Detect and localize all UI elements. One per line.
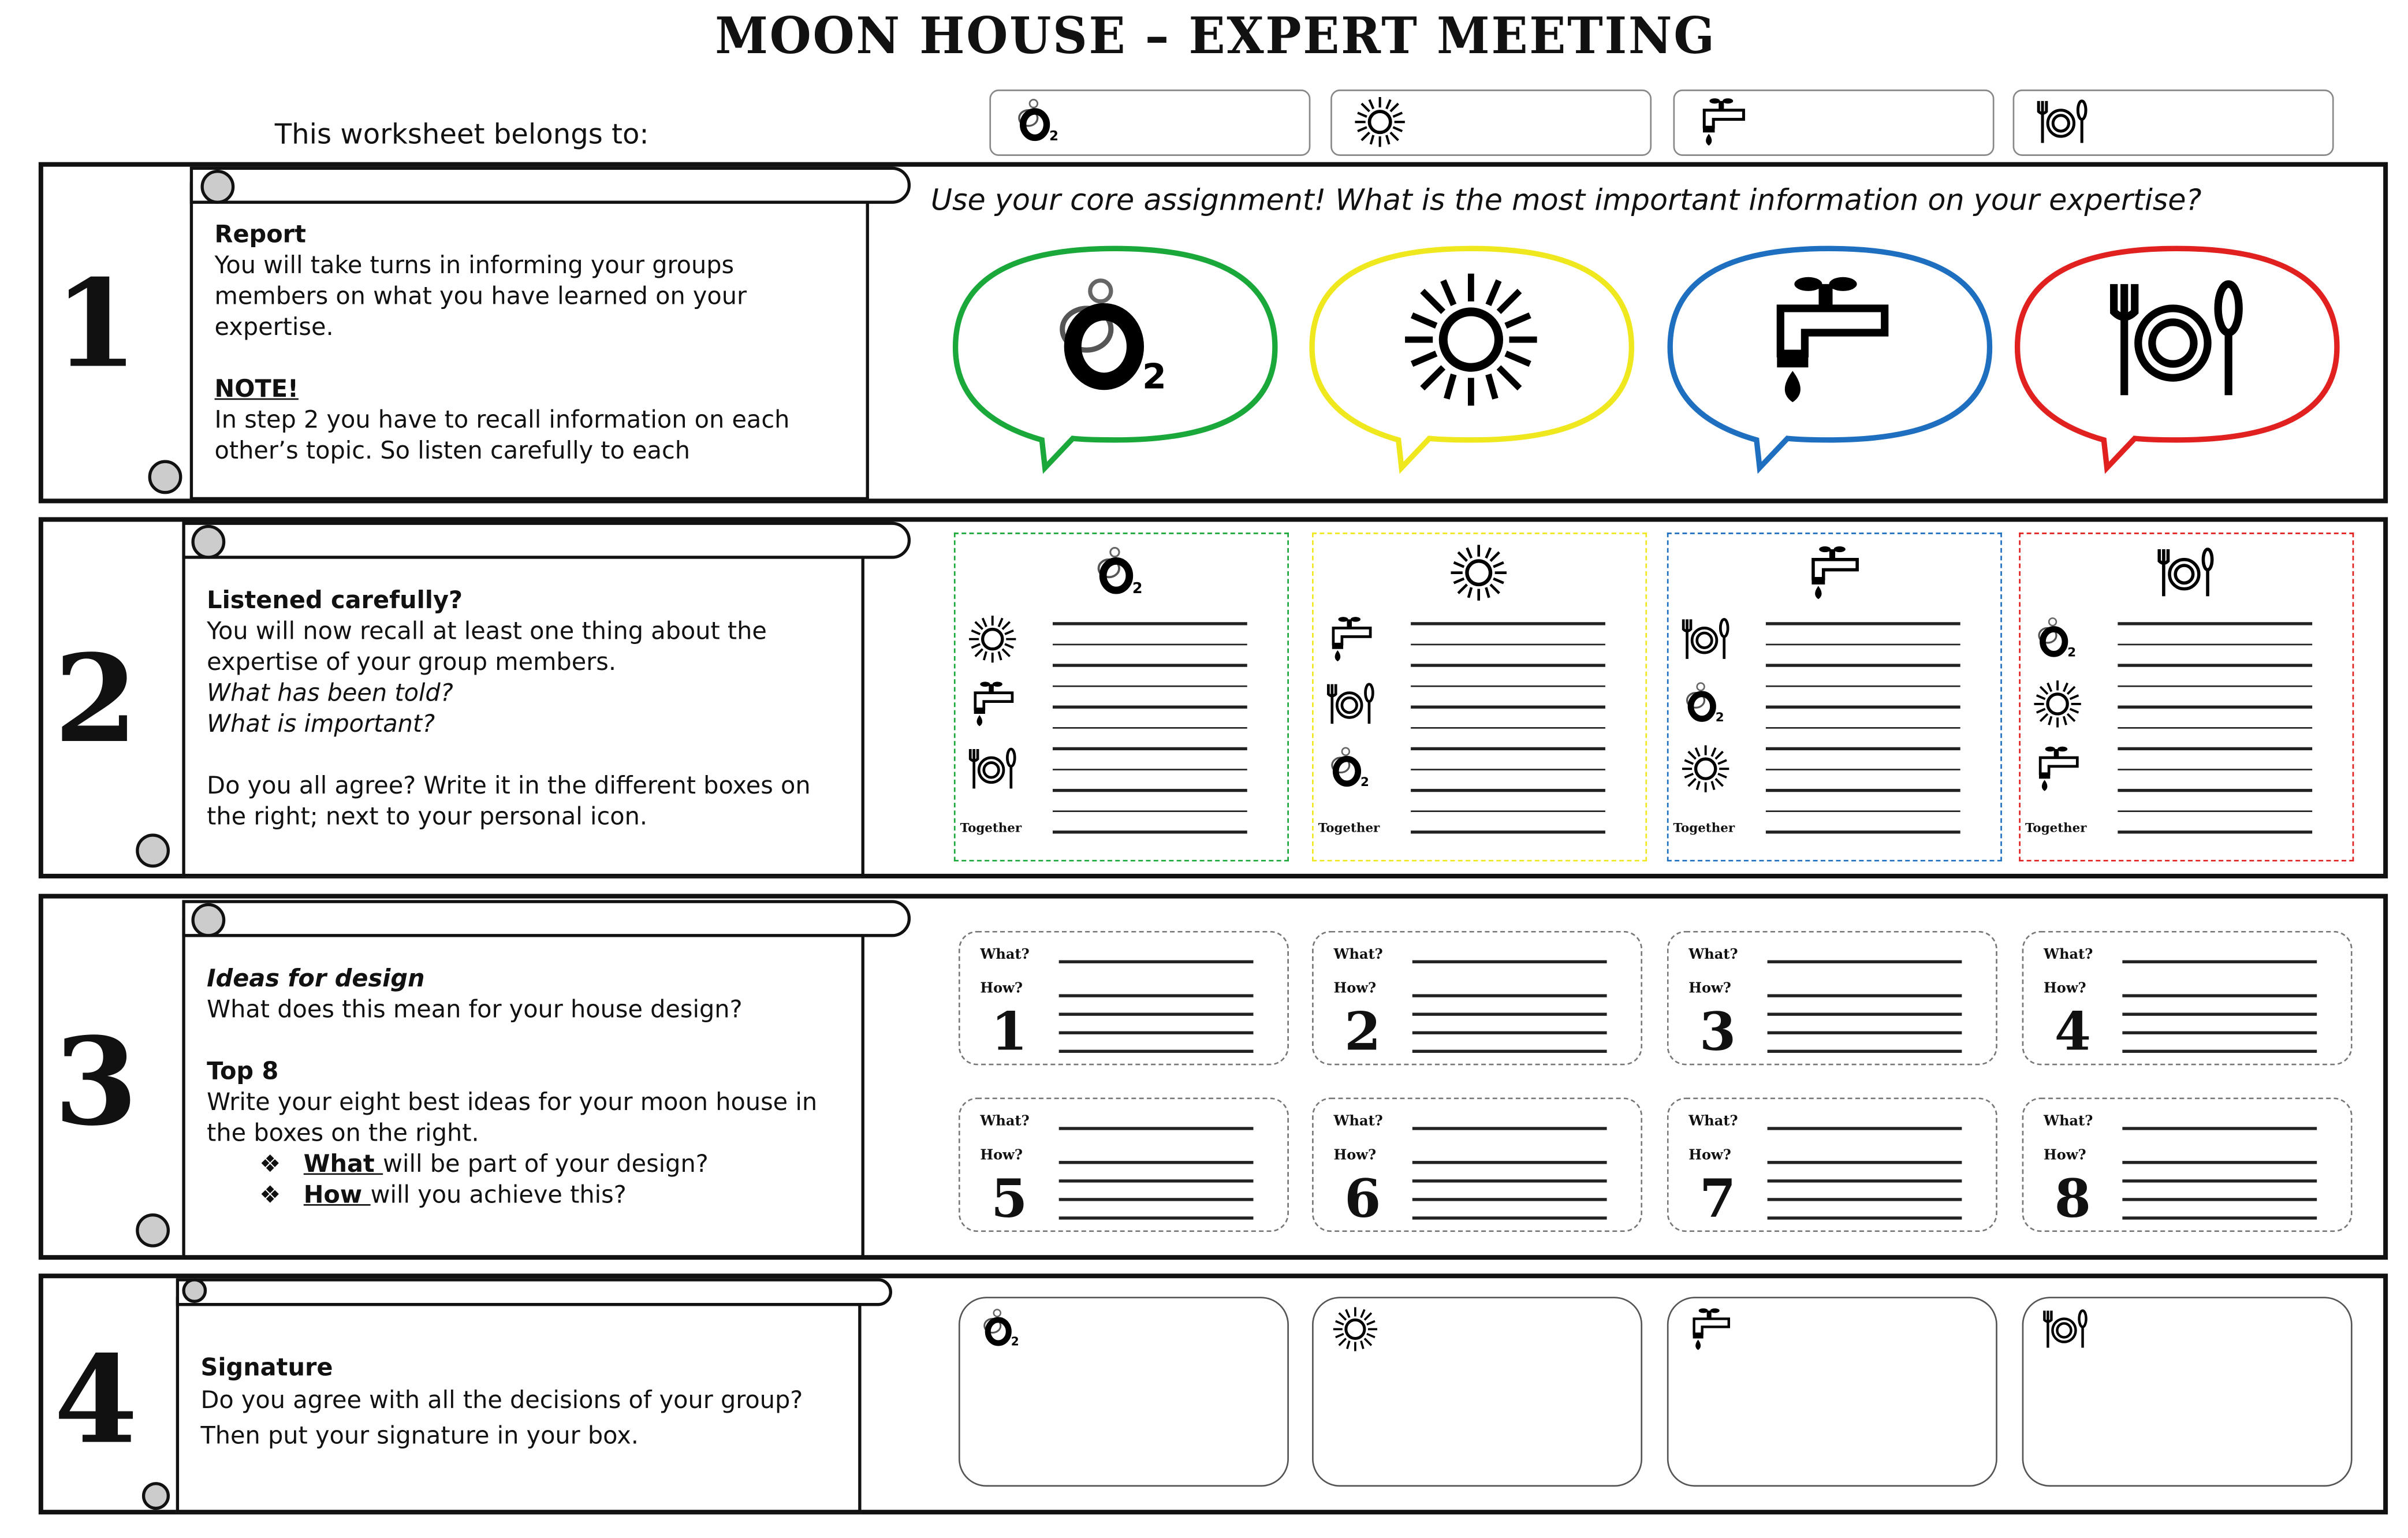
- write-line[interactable]: [1768, 1161, 1962, 1163]
- bullet-key: How: [303, 1181, 371, 1209]
- write-line[interactable]: [1768, 1050, 1962, 1052]
- scroll-curl-icon: [136, 833, 170, 867]
- top-body: Write your eight best ideas for your moon house in the boxes on the right.: [207, 1088, 818, 1148]
- scroll-curl-icon: [200, 170, 234, 204]
- sun-icon: [966, 615, 1019, 664]
- step-number: 4: [54, 1331, 138, 1472]
- step-3-text: [207, 963, 824, 1211]
- write-line[interactable]: [1411, 664, 1605, 666]
- write-line[interactable]: [1766, 643, 1960, 645]
- together-label: Together: [960, 820, 1022, 836]
- how-label: How?: [1333, 1148, 1377, 1164]
- write-line[interactable]: [1412, 960, 1607, 963]
- write-line[interactable]: [1412, 994, 1607, 996]
- bullet-text: will you achieve this?: [370, 1181, 627, 1209]
- write-line[interactable]: [2118, 789, 2312, 791]
- write-line[interactable]: [1412, 1050, 1607, 1052]
- scroll-curl-icon: [191, 903, 225, 937]
- write-line[interactable]: [1768, 994, 1962, 996]
- write-line[interactable]: [1053, 664, 1247, 666]
- sun-icon: [1330, 1306, 1380, 1352]
- write-line[interactable]: [1053, 747, 1247, 750]
- write-line[interactable]: [2122, 1031, 2317, 1034]
- step-1-prompt: Use your core assignment! What is the most important information on your expertise?: [930, 184, 2202, 218]
- write-line[interactable]: [2118, 831, 2312, 833]
- step-number: 3: [54, 1012, 138, 1153]
- write-line[interactable]: [1411, 622, 1605, 624]
- write-line[interactable]: [2118, 622, 2312, 624]
- idea-box-6[interactable]: [1312, 1098, 1642, 1232]
- note-body: In step 2 you have to recall information on each other’s topic. So listen carefully to each: [214, 405, 790, 465]
- write-line[interactable]: [2122, 1127, 2317, 1129]
- tap-icon: [1695, 96, 1750, 148]
- write-line[interactable]: [1059, 1012, 1254, 1015]
- write-line[interactable]: [1411, 810, 1605, 812]
- write-line[interactable]: [2122, 1179, 2317, 1182]
- write-line[interactable]: [1059, 1161, 1254, 1163]
- what-label: What?: [1333, 948, 1383, 963]
- how-label: How?: [2044, 1148, 2086, 1164]
- step-1-text: [215, 219, 832, 467]
- write-line[interactable]: [1411, 643, 1605, 645]
- write-line[interactable]: [1059, 1127, 1254, 1129]
- write-line[interactable]: [2122, 960, 2317, 963]
- write-line[interactable]: [1059, 1198, 1254, 1200]
- how-label: How?: [2044, 982, 2086, 997]
- what-label: What?: [2044, 1114, 2093, 1130]
- write-line[interactable]: [1053, 810, 1247, 812]
- bullet-key: What: [303, 1150, 383, 1178]
- scroll-curl-icon: [191, 525, 225, 559]
- question: What has been told?: [207, 679, 453, 707]
- sun-icon: [1352, 96, 1408, 148]
- what-label: What?: [2044, 948, 2093, 963]
- idea-box-7[interactable]: [1667, 1098, 1997, 1232]
- scroll-curl-icon: [182, 1278, 207, 1303]
- write-line[interactable]: [1766, 664, 1960, 666]
- write-line[interactable]: [2122, 1161, 2317, 1163]
- idea-number: 3: [1699, 1001, 1736, 1064]
- write-line[interactable]: [1059, 960, 1254, 963]
- step-body: You will take turns in informing your groups members on what you have learned on your expertise.: [214, 251, 747, 341]
- scroll-roll: [190, 167, 911, 204]
- step-heading: Report: [214, 221, 306, 249]
- write-line[interactable]: [2122, 1050, 2317, 1052]
- idea-box-3[interactable]: [1667, 931, 1997, 1066]
- idea-number: 1: [991, 1001, 1028, 1064]
- scroll-curl-icon: [136, 1213, 170, 1247]
- write-line[interactable]: [1053, 831, 1247, 833]
- write-line[interactable]: [2118, 684, 2312, 687]
- step-heading: Ideas for design: [207, 964, 425, 993]
- idea-box-4[interactable]: [2022, 931, 2353, 1066]
- how-label: How?: [1333, 982, 1377, 997]
- bullet-icon: ❖: [259, 1181, 304, 1209]
- write-line[interactable]: [2122, 1012, 2317, 1015]
- write-line[interactable]: [1053, 684, 1247, 687]
- write-line[interactable]: [2122, 1198, 2317, 1200]
- together-label: Together: [1318, 820, 1380, 836]
- write-line[interactable]: [1411, 789, 1605, 791]
- o2-icon: [1090, 543, 1151, 602]
- scroll-curl-icon: [148, 460, 182, 494]
- write-line[interactable]: [1768, 960, 1962, 963]
- idea-box-2[interactable]: [1312, 931, 1642, 1066]
- write-line[interactable]: [1059, 994, 1254, 996]
- idea-number: 8: [2054, 1168, 2092, 1231]
- write-line[interactable]: [1766, 622, 1960, 624]
- write-line[interactable]: [1768, 1179, 1962, 1182]
- write-line[interactable]: [1412, 1179, 1607, 1182]
- o2-icon: [977, 1306, 1027, 1352]
- sun-icon: [1401, 270, 1541, 409]
- write-line[interactable]: [1766, 727, 1960, 729]
- bullet-text: will be part of your design?: [383, 1150, 709, 1178]
- sun-icon: [2031, 679, 2084, 729]
- write-line[interactable]: [1412, 1216, 1607, 1219]
- write-line[interactable]: [1766, 831, 1960, 833]
- write-line[interactable]: [1411, 768, 1605, 770]
- write-line[interactable]: [1412, 1012, 1607, 1015]
- tap-icon: [2031, 744, 2084, 794]
- tap-icon: [1760, 270, 1899, 409]
- write-line[interactable]: [1766, 768, 1960, 770]
- write-line[interactable]: [1053, 643, 1247, 645]
- tap-icon: [1324, 615, 1377, 664]
- idea-box-1[interactable]: [959, 931, 1289, 1066]
- step-2-text: [207, 585, 847, 832]
- cutlery-icon: [2107, 270, 2246, 409]
- write-line[interactable]: [2118, 768, 2312, 770]
- o2-icon: [2031, 615, 2084, 664]
- write-line[interactable]: [1053, 706, 1247, 708]
- write-line[interactable]: [1412, 1198, 1607, 1200]
- step-body: What does this mean for your house design?: [207, 996, 743, 1024]
- bullet-icon: ❖: [259, 1150, 304, 1178]
- note-label: NOTE!: [214, 375, 299, 403]
- write-line[interactable]: [1411, 747, 1605, 750]
- write-line[interactable]: [1059, 1031, 1254, 1034]
- o2-icon: [1679, 679, 1732, 729]
- how-label: How?: [980, 1148, 1023, 1164]
- write-line[interactable]: [1412, 1031, 1607, 1034]
- write-line[interactable]: [1059, 1050, 1254, 1052]
- write-line[interactable]: [1768, 1031, 1962, 1034]
- write-line[interactable]: [2122, 1216, 2317, 1219]
- tap-icon: [966, 679, 1019, 729]
- tap-icon: [1803, 543, 1865, 602]
- o2-icon: [1045, 270, 1184, 409]
- what-label: What?: [980, 948, 1030, 963]
- write-line[interactable]: [1768, 1012, 1962, 1015]
- write-line[interactable]: [2118, 727, 2312, 729]
- idea-number: 5: [991, 1168, 1028, 1231]
- step-heading: Listened carefully?: [207, 586, 463, 615]
- write-line[interactable]: [2118, 810, 2312, 812]
- idea-number: 6: [1344, 1168, 1381, 1231]
- step-body: You will now recall at least one thing about the expertise of your group members.: [207, 617, 767, 676]
- step-number: 1: [54, 255, 138, 396]
- how-label: How?: [1688, 1148, 1731, 1164]
- tap-icon: [1686, 1306, 1735, 1352]
- write-line[interactable]: [1412, 1127, 1607, 1129]
- write-line[interactable]: [2118, 643, 2312, 645]
- write-line[interactable]: [2118, 664, 2312, 666]
- together-label: Together: [2025, 820, 2087, 836]
- write-line[interactable]: [1411, 831, 1605, 833]
- write-line[interactable]: [1059, 1179, 1254, 1182]
- write-line[interactable]: [1053, 768, 1247, 770]
- write-line[interactable]: [2118, 747, 2312, 750]
- cutlery-icon: [2041, 1306, 2090, 1352]
- scroll-roll: [176, 1278, 892, 1306]
- write-line[interactable]: [1768, 1127, 1962, 1129]
- how-label: How?: [980, 982, 1023, 997]
- sun-icon: [1679, 744, 1732, 794]
- idea-box-8[interactable]: [2022, 1098, 2353, 1232]
- what-label: What?: [1333, 1114, 1383, 1130]
- write-line[interactable]: [1768, 1198, 1962, 1200]
- step-4-text: [200, 1353, 818, 1454]
- step-number: 2: [54, 630, 138, 770]
- idea-box-5[interactable]: [959, 1098, 1289, 1232]
- cutlery-icon: [1679, 615, 1732, 664]
- write-line[interactable]: [1053, 789, 1247, 791]
- o2-icon: [1324, 744, 1377, 794]
- idea-number: 7: [1699, 1168, 1736, 1231]
- write-line[interactable]: [1766, 789, 1960, 791]
- idea-number: 4: [2054, 1001, 2092, 1064]
- write-line[interactable]: [1766, 684, 1960, 687]
- write-line[interactable]: [1059, 1216, 1254, 1219]
- top-heading: Top 8: [207, 1057, 279, 1086]
- write-line[interactable]: [1053, 622, 1247, 624]
- write-line[interactable]: [1766, 747, 1960, 750]
- idea-number: 2: [1344, 1001, 1381, 1064]
- write-line[interactable]: [1768, 1216, 1962, 1219]
- step-body: Do you agree with all the decisions of your group? Then put your signature in your box.: [200, 1386, 803, 1450]
- cutlery-icon: [2034, 96, 2090, 148]
- owner-label: This worksheet belongs to:: [274, 118, 649, 151]
- sun-icon: [1448, 543, 1509, 602]
- write-line[interactable]: [2122, 994, 2317, 996]
- write-line[interactable]: [1411, 706, 1605, 708]
- what-label: What?: [980, 1114, 1030, 1130]
- write-line[interactable]: [1766, 810, 1960, 812]
- step-body: Do you all agree? Write it in the different boxes on the right; next to your personal icon.: [207, 772, 811, 831]
- write-line[interactable]: [1766, 706, 1960, 708]
- question: What is important?: [207, 710, 435, 738]
- page-title: MOON HOUSE – EXPERT MEETING: [715, 8, 1716, 66]
- write-line[interactable]: [1411, 684, 1605, 687]
- scroll-curl-icon: [142, 1482, 170, 1510]
- together-label: Together: [1673, 820, 1735, 836]
- cutlery-icon: [966, 744, 1019, 794]
- what-label: What?: [1688, 1114, 1738, 1130]
- scroll-roll: [182, 522, 911, 558]
- cutlery-icon: [2155, 543, 2217, 602]
- scroll-roll: [182, 900, 911, 937]
- what-label: What?: [1688, 948, 1738, 963]
- step-heading: Signature: [200, 1354, 333, 1382]
- write-line[interactable]: [1053, 727, 1247, 729]
- write-line[interactable]: [1412, 1161, 1607, 1163]
- o2-icon: [1011, 96, 1067, 148]
- write-line[interactable]: [1411, 727, 1605, 729]
- cutlery-icon: [1324, 679, 1377, 729]
- write-line[interactable]: [2118, 706, 2312, 708]
- how-label: How?: [1688, 982, 1731, 997]
